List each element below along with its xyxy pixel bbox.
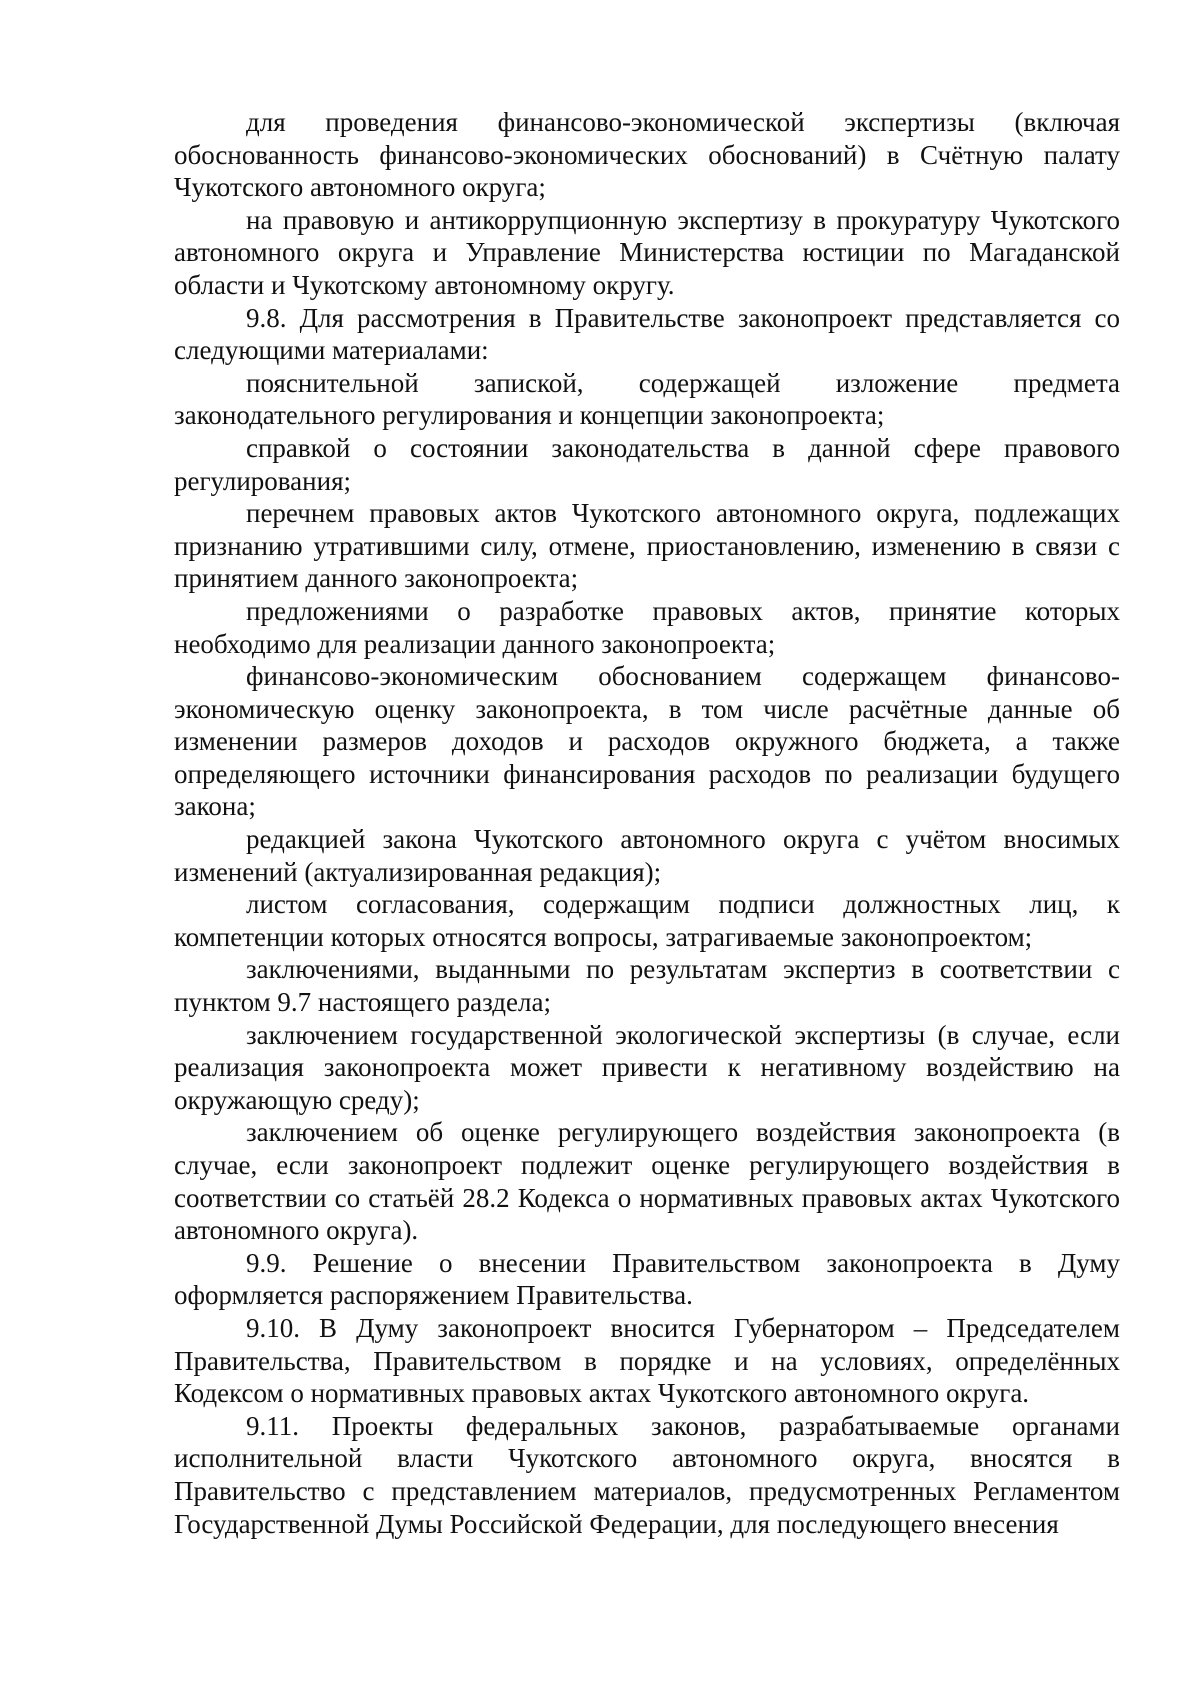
paragraph-expertise-conclusions: заключениями, выданными по результатам экспертиз в соответствии с пунктом 9.7 настоящего раздела; bbox=[174, 954, 1120, 1018]
paragraph-ecological-expertise: заключением государственной экологической экспертизы (в случае, если реализация законопроекта может привести к негативному воздействию на окружающую среду); bbox=[174, 1019, 1120, 1115]
paragraph-explanatory-note: пояснительной запиской, содержащей изложение предмета законодательного регулирования и концепции законопроекта; bbox=[174, 367, 1120, 431]
paragraph-expertise-accounts-chamber: для проведения финансово-экономической экспертизы (включая обоснованность финансово-экономических обоснований) в Счётную палату Чукотского автономного округа; bbox=[174, 107, 1120, 203]
paragraph-legal-anticorruption-expertise: на правовую и антикоррупционную экспертизу в прокуратуру Чукотского автономного округа и Управление Министерства юстиции по Магаданской области и Чукотскому автономному округу. bbox=[174, 204, 1120, 300]
paragraph-9-8: 9.8. Для рассмотрения в Правительстве законопроект представляется со следующими материалами: bbox=[174, 302, 1120, 366]
paragraph-9-11: 9.11. Проекты федеральных законов, разрабатываемые органами исполнительной власти Чукотского автономного округа, вносятся в Правительство с представлением материалов, предусмотренных Регламентом Государственной Думы Российской Федерации, для последующего внесения bbox=[174, 1410, 1120, 1539]
paragraph-9-10: 9.10. В Думу законопроект вносится Губернатором – Председателем Правительства, Правительством в порядке и на условиях, определённых Кодексом о нормативных правовых актах Чукотского автономного округа. bbox=[174, 1312, 1120, 1409]
document-page bbox=[174, 106, 1120, 1540]
paragraph-updated-edition: редакцией закона Чукотского автономного округа с учётом вносимых изменений (актуализированная редакция); bbox=[174, 824, 1120, 887]
paragraph-9-9: 9.9. Решение о внесении Правительством законопроекта в Думу оформляется распоряжением Правительства. bbox=[174, 1247, 1120, 1311]
paragraph-financial-justification: финансово-экономическим обоснованием содержащем финансово-экономическую оценку законопроекта, в том числе расчётные данные об изменении размеров доходов и расходов окружного бюджета, а также определяющего источники финансирования расходов по реализации будущего закона; bbox=[174, 661, 1120, 822]
paragraph-legislation-reference: справкой о состоянии законодательства в данной сфере правового регулирования; bbox=[174, 432, 1120, 496]
paragraph-regulatory-impact: заключением об оценке регулирующего воздействия законопроекта (в случае, если законопроект подлежит оценке регулирующего воздействия в соответствии со статьёй 28.2 Кодекса о нормативных правовых актах Чукотского автономного округа). bbox=[174, 1117, 1120, 1246]
paragraph-proposals: предложениями о разработке правовых актов, принятие которых необходимо для реализации данного законопроекта; bbox=[174, 595, 1120, 659]
paragraph-approval-sheet: листом согласования, содержащим подписи должностных лиц, к компетенции которых относятся вопросы, затрагиваемые законопроектом; bbox=[174, 889, 1120, 952]
paragraph-legal-acts-list: перечнем правовых актов Чукотского автономного округа, подлежащих признанию утратившими силу, отмене, приостановлению, изменению в связи с принятием данного законопроекта; bbox=[174, 498, 1120, 594]
